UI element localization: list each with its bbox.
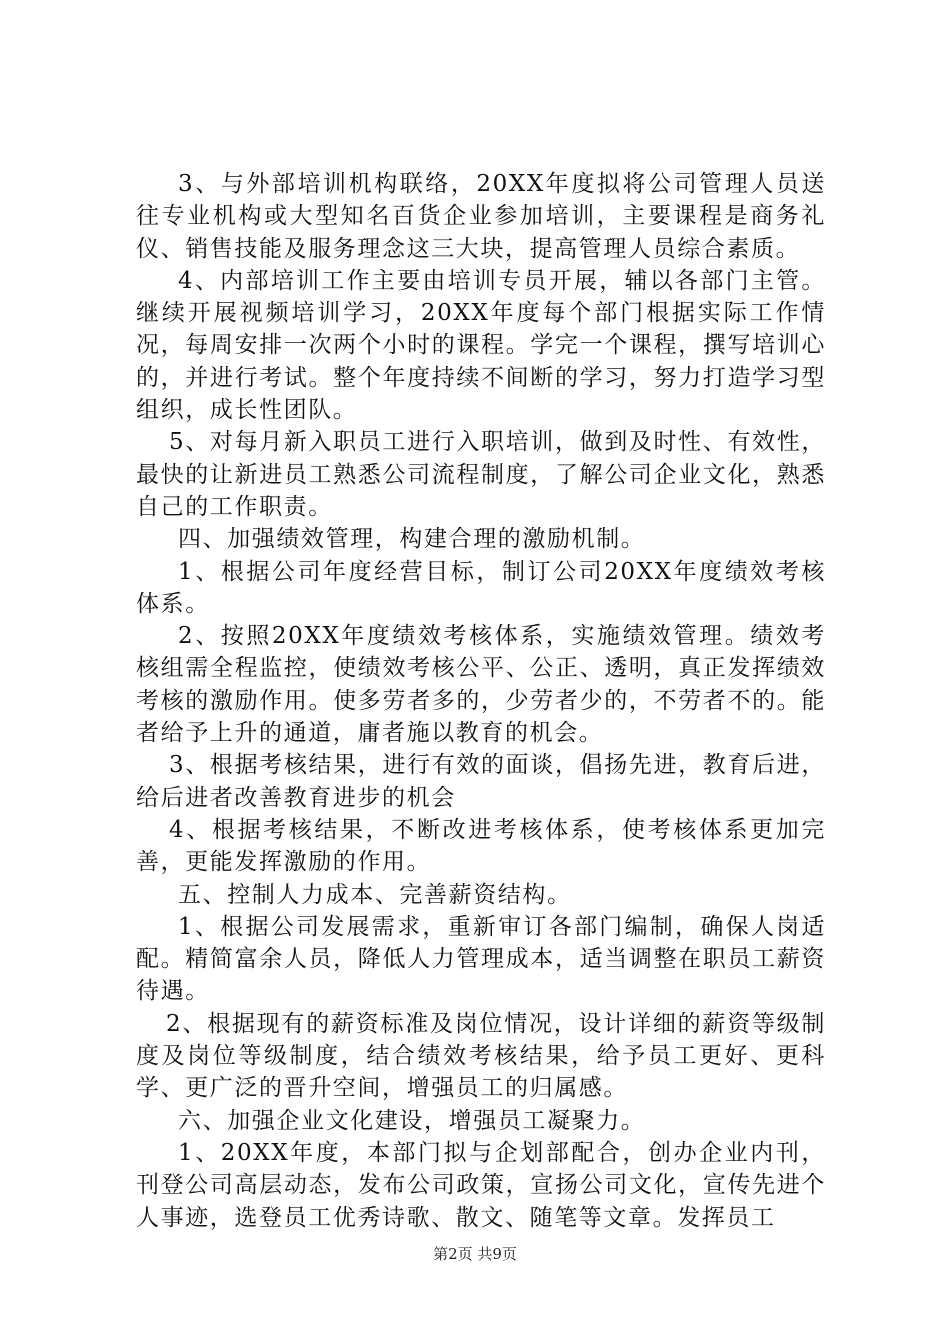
paragraph-3-interviews: 3、根据考核结果，进行有效的面谈，倡扬先进，教育后进，给后进者改善教育进步的机会 (136, 752, 826, 811)
paragraph-4-improve-appraisal: 4、根据考核结果，不断改进考核体系，使考核体系更加完善，更能发挥激励的作用。 (136, 816, 826, 876)
paragraph-2-performance-management: 2、按照20XX年度绩效考核体系，实施绩效管理。绩效考核组需全程监控，使绩效考核公平、公正、透明，真正发挥绩效考核的激励作用。使多劳者多的，少劳者少的，不劳者不的。能者给予上升的通道，庸者施以教育的机会。 (136, 623, 826, 747)
paragraph-4-internal-training: 4、内部培训工作主要由培训专员开展，辅以各部门主管。继续开展视频培训学习，20XX年度每个部门根据实际工作情况，每周安排一次两个小时的课程。学完一个课程，撰写培训心的，并进行考试。整个年度持续不间断的学习，努力打造学习型组织，成长性团队。 (136, 267, 826, 424)
section-heading-culture: 六、加强企业文化建设，增强员工凝聚力。 (178, 1107, 646, 1134)
page-number-footer: 第2页 共9页 (433, 1245, 517, 1263)
paragraph-1-appraisal-system: 1、根据公司年度经营目标，制订公司20XX年度绩效考核体系。 (136, 558, 826, 617)
paragraph-1-internal-journal: 1、20XX年度，本部门拟与企划部配合，创办企业内刊，刊登公司高层动态，发布公司政策，宣扬公司文化，宣传先进个人事迹，选登员工优秀诗歌、散文、随笔等文章。发挥员工 (136, 1139, 826, 1231)
paragraph-5-onboarding: 5、对每月新入职员工进行入职培训，做到及时性、有效性，最快的让新进员工熟悉公司流程制度，了解公司企业文化，熟悉自己的工作职责。 (136, 429, 826, 520)
paragraph-1-staffing: 1、根据公司发展需求，重新审订各部门编制，确保人岗适配。精简富余人员，降低人力管理成本，适当调整在职员工薪资待遇。 (136, 913, 826, 1005)
document-body (136, 168, 826, 1234)
section-heading-labor-cost: 五、控制人力成本、完善薪资结构。 (178, 881, 572, 908)
paragraph-2-salary-levels: 2、根据现有的薪资标准及岗位情况，设计详细的薪资等级制度及岗位等级制度，结合绩效考核结果，给予员工更好、更科学、更广泛的晋升空间，增强员工的归属感。 (136, 1010, 826, 1102)
section-heading-performance: 四、加强绩效管理，构建合理的激励机制。 (178, 526, 646, 553)
paragraph-3-external-training: 3、与外部培训机构联络，20XX年度拟将公司管理人员送往专业机构或大型知名百货企业参加培训，主要课程是商务礼仪、销售技能及服务理念这三大块，提高管理人员综合素质。 (136, 171, 826, 262)
